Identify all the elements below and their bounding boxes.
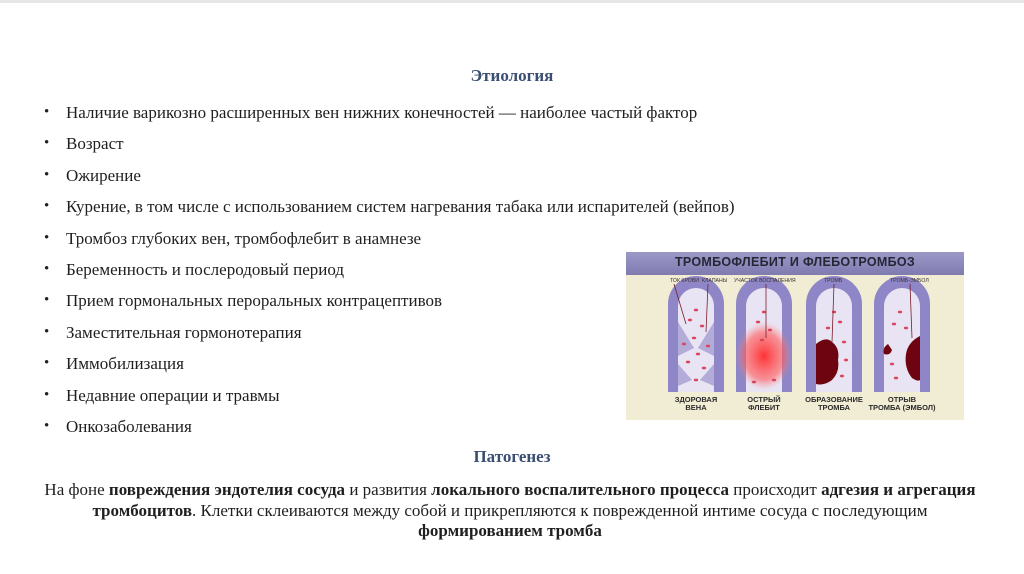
acute-phlebitis-vein bbox=[736, 276, 792, 392]
label-thrombus: ТРОМБ bbox=[824, 278, 843, 284]
paragraph-emphasis: формированием тромба bbox=[418, 521, 602, 540]
caption-healthy-vein bbox=[661, 396, 731, 413]
pathogenesis-paragraph bbox=[40, 480, 980, 542]
caption-line: ВЕНА bbox=[685, 403, 707, 413]
etiology-heading: Этиология bbox=[470, 66, 554, 85]
label-blood-flow: ТОК КРОВИ bbox=[670, 278, 700, 284]
caption-embolus bbox=[867, 396, 937, 413]
paragraph-text: и развития bbox=[345, 480, 432, 499]
caption-line: ОТРЫВ bbox=[887, 395, 917, 404]
list-item: • Курение, в том числе с использованием систем нагревания табака или испарителей (вейпов) bbox=[44, 191, 864, 222]
caption-line: ОСТРЫЙ bbox=[747, 395, 781, 404]
figure-title: ТРОМБОФЛЕБИТ И ФЛЕБОТРОМБОЗ bbox=[674, 255, 916, 269]
list-item: • Беременность и послеродовый период bbox=[44, 254, 864, 285]
thrombus-formation-vein bbox=[806, 276, 862, 392]
caption-line: ТРОМБА bbox=[817, 403, 851, 413]
caption-thrombus-formation bbox=[799, 396, 869, 413]
label-inflammation-site: УЧАСТОК ВОСПАЛЕНИЯ bbox=[734, 278, 796, 284]
list-item: • Заместительная гормонотерапия bbox=[44, 317, 864, 348]
list-item: • Возраст bbox=[44, 128, 864, 159]
embolus-vein bbox=[874, 276, 930, 392]
caption-line: ЗДОРОВАЯ bbox=[674, 395, 718, 404]
label-valves: КЛАПАНЫ bbox=[702, 278, 728, 284]
list-item: • Наличие варикозно расширенных вен нижних конечностей — наиболее частый фактор bbox=[44, 97, 864, 128]
list-item: • Иммобилизация bbox=[44, 348, 864, 379]
paragraph-emphasis: адгезия и агрегация тромбоцитов bbox=[92, 480, 976, 520]
list-item: • Онкозаболевания bbox=[44, 411, 864, 442]
caption-line: ОБРАЗОВАНИЕ bbox=[805, 395, 863, 404]
list-item: • Ожирение bbox=[44, 160, 864, 191]
caption-line: ТРОМБА (ЭМБОЛ) bbox=[868, 403, 936, 413]
list-item: • Прием гормональных пероральных контрацептивов bbox=[44, 285, 864, 316]
paragraph-emphasis: локального воспалительного процесса bbox=[431, 480, 729, 499]
caption-acute-phlebitis bbox=[729, 396, 799, 413]
list-item: • Недавние операции и травмы bbox=[44, 380, 864, 411]
paragraph-emphasis: повреждения эндотелия сосуда bbox=[108, 480, 346, 499]
caption-line: ФЛЕБИТ bbox=[748, 403, 780, 413]
paragraph-text: происходит bbox=[729, 480, 822, 499]
list-item: • Тромбоз глубоких вен, тромбофлебит в анамнезе bbox=[44, 223, 864, 254]
paragraph-text: На фоне bbox=[44, 480, 109, 499]
label-thrombus-embolus: ТРОМБ-ЭМБОЛ bbox=[890, 278, 929, 284]
healthy-vein bbox=[668, 276, 724, 392]
pathogenesis-heading: Патогенез bbox=[473, 447, 551, 466]
thrombophlebitis-illustration bbox=[626, 252, 964, 420]
paragraph-text: . Клетки склеиваются между собой и прикрепляются к поврежденной интиме сосуда с последующим bbox=[192, 500, 928, 520]
